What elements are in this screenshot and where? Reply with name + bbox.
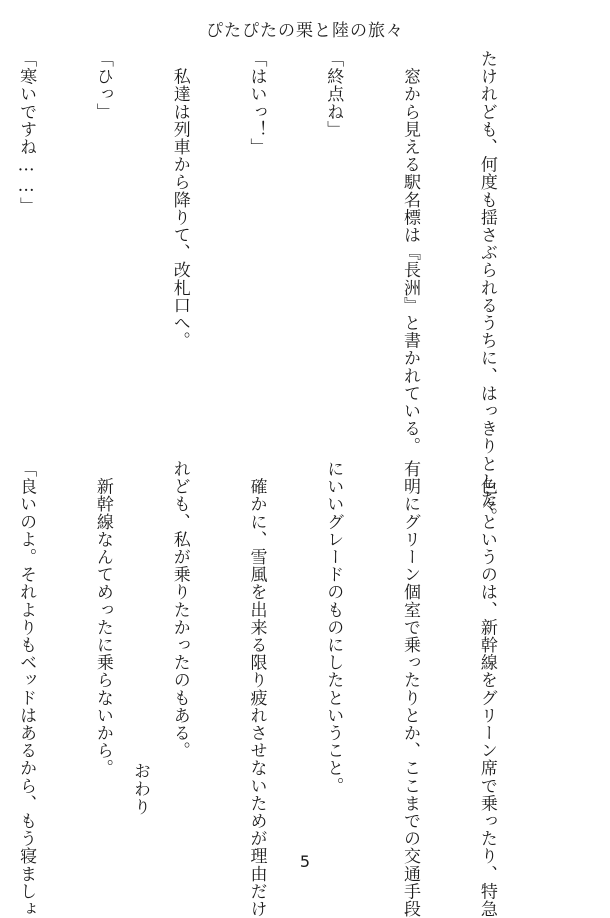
lower-text-block (0, 460, 550, 918)
text-column: たけれども、何度も揺さぶられるうちに、はっきりとした。 (476, 50, 497, 526)
text-column: にいいグレードのものにしたということ。 (323, 460, 344, 795)
page-number: 5 (299, 852, 311, 871)
text-column: 「はいっ！」 (246, 50, 267, 156)
text-column: 「終点ね」 (323, 50, 344, 138)
text-column: 新幹線なんてめったに乗らないから。 (92, 460, 113, 777)
text-column: 確かに、雪風を出来る限り疲れさせないためが理由だけ (246, 460, 267, 918)
text-column: 「寒いですね……」 (16, 50, 37, 215)
text-column: 私達は列車から降りて、改札口へ。 (169, 50, 190, 350)
upper-text-block (0, 50, 550, 526)
page-title: ぴたぴたの栗と陸の旅々 (206, 21, 404, 41)
end-marker: おわり (130, 762, 150, 816)
text-column: れども、私が乗りたかったのもある。 (169, 460, 190, 760)
text-column: 窓から見える駅名標は『長洲』と書かれている。 (400, 50, 421, 455)
text-column: 「ひっ」 (92, 50, 113, 121)
text-column: 有明にグリーン個室で乗ったりとか、ここまでの交通手段 (400, 460, 421, 918)
text-column: 色々というのは、新幹線をグリーン席で乗ったり、特急 (476, 460, 497, 918)
text-column: 「良いのよ。それよりもベッドはあるから、もう寝ましょ (16, 460, 37, 918)
